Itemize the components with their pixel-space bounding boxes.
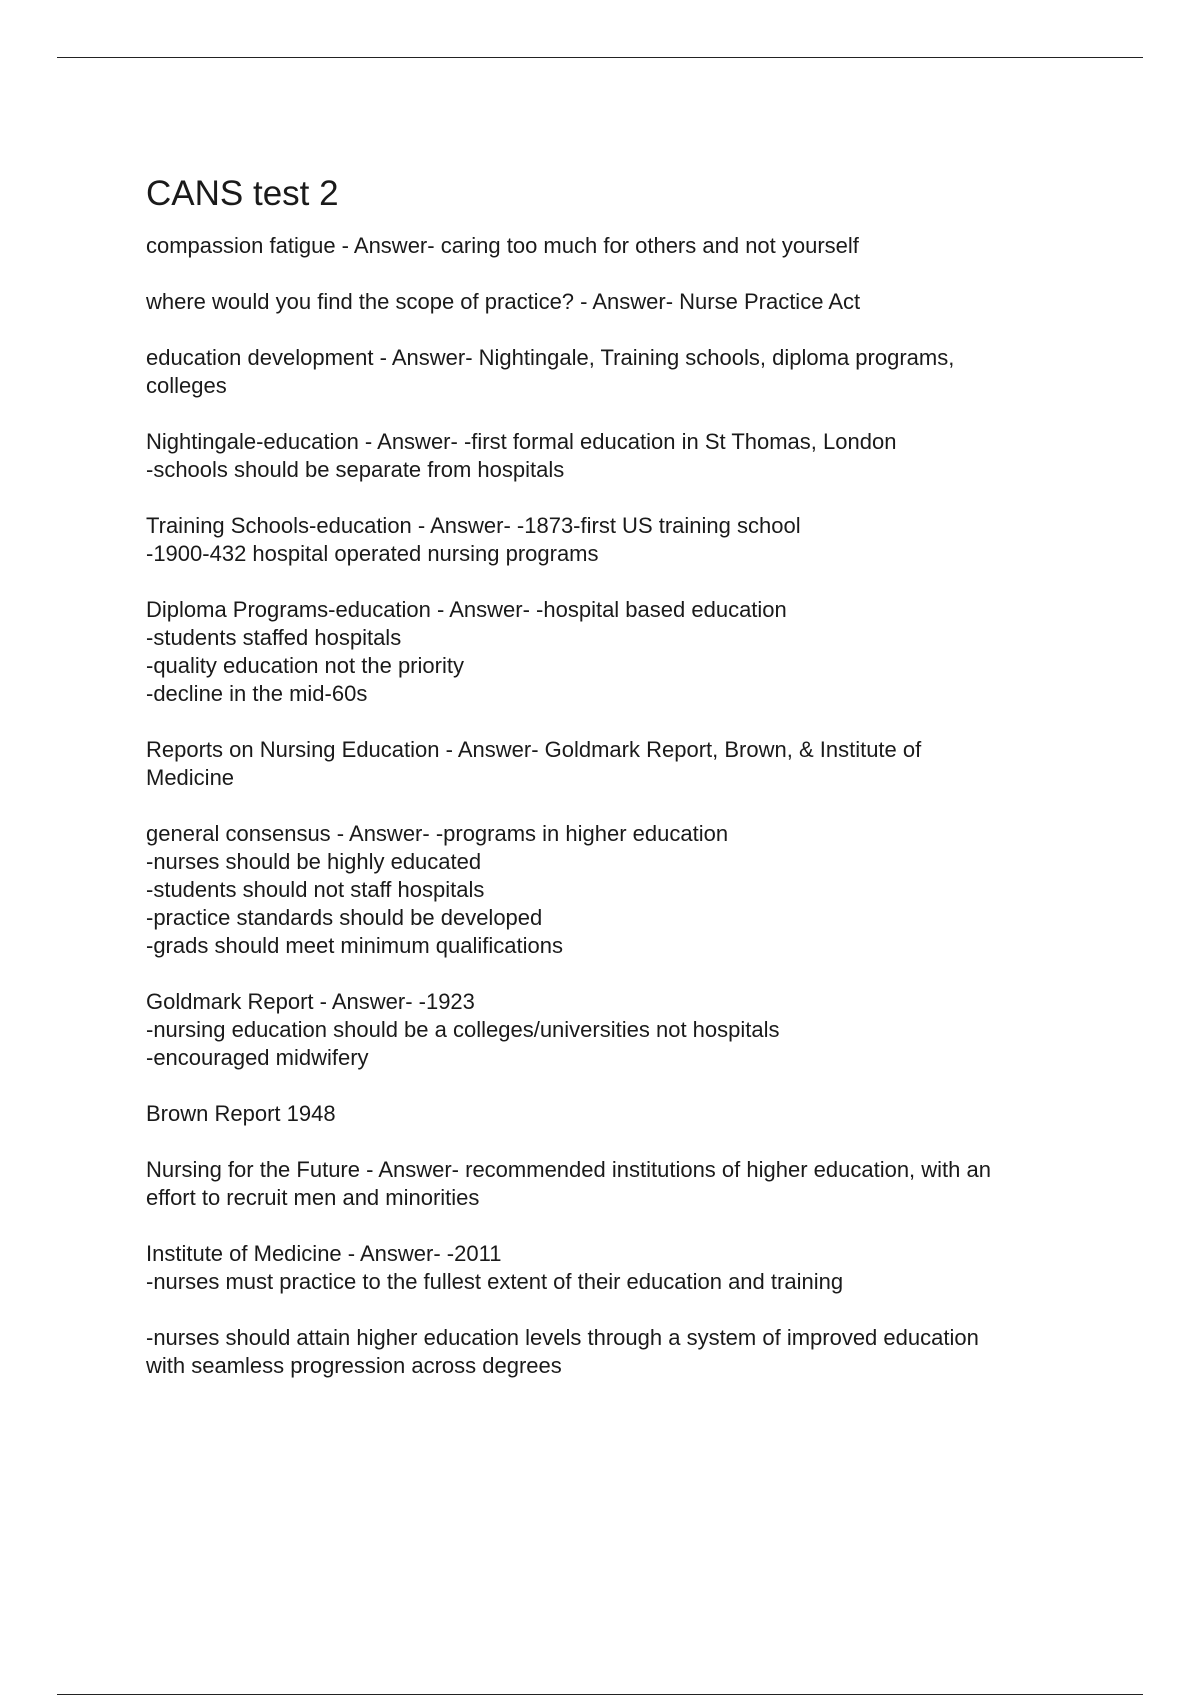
entry-general-consensus: general consensus - Answer- -programs in higher education -nurses should be highly educated -students should not staff hospitals -practice standards should be developed -grads should meet minimum qualifications: [146, 821, 729, 958]
entry-diploma-programs: Diploma Programs-education - Answer- -hospital based education -students staffed hospitals -quality education not the priority -decline in the mid-60s: [146, 597, 787, 706]
entry-nightingale-education: Nightingale-education - Answer- -first formal education in St Thomas, London -schools should be separate from hospitals: [146, 429, 897, 482]
top-rule: [57, 57, 1143, 58]
entry-higher-education-levels: -nurses should attain higher education levels through a system of improved education with seamless progression across degrees: [146, 1325, 979, 1378]
entry-education-development: education development - Answer- Nightingale, Training schools, diploma programs, colleges: [146, 345, 955, 398]
entry-nursing-for-the-future: Nursing for the Future - Answer- recommended institutions of higher education, with an effort to recruit men and minorities: [146, 1157, 991, 1210]
document-body: [146, 170, 1086, 1408]
entry-reports-on-nursing-education: Reports on Nursing Education - Answer- Goldmark Report, Brown, & Institute of Medicine: [146, 737, 922, 790]
entry-goldmark-report: Goldmark Report - Answer- -1923 -nursing education should be a colleges/universities not hospitals -encouraged midwifery: [146, 989, 780, 1070]
entry-training-schools: Training Schools-education - Answer- -1873-first US training school -1900-432 hospital operated nursing programs: [146, 513, 801, 566]
document-title: CANS test 2: [146, 174, 339, 213]
entry-institute-of-medicine: Institute of Medicine - Answer- -2011 -nurses must practice to the fullest extent of their education and training: [146, 1241, 844, 1294]
entry-scope-of-practice: where would you find the scope of practice? - Answer- Nurse Practice Act: [146, 289, 861, 314]
bottom-rule: [57, 1694, 1143, 1695]
entry-compassion-fatigue: compassion fatigue - Answer- caring too much for others and not yourself: [146, 233, 859, 258]
entry-brown-report: Brown Report 1948: [146, 1101, 336, 1126]
